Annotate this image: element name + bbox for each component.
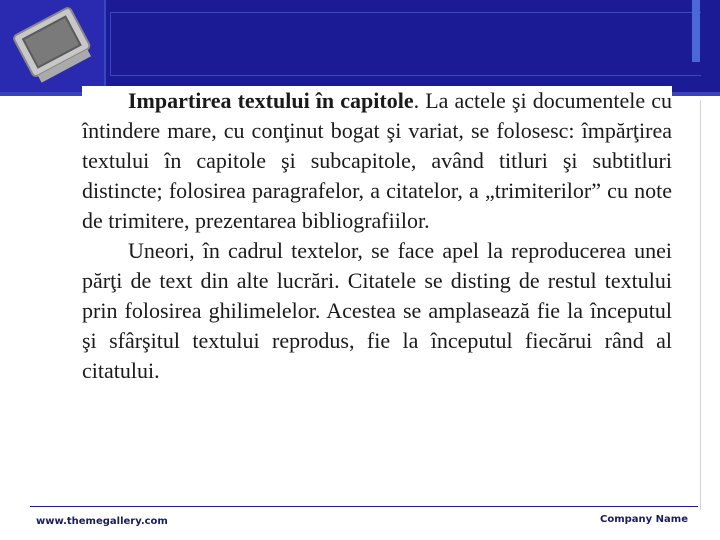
content-border	[700, 100, 701, 510]
paragraph-chapters	[82, 86, 672, 236]
footer-divider	[30, 506, 698, 507]
header-inner-box	[110, 12, 701, 76]
footer-company: Company Name	[600, 514, 688, 525]
slide-content	[82, 86, 672, 386]
logo	[0, 0, 104, 92]
header-separator	[104, 0, 106, 92]
paragraph-body: Uneori, în cadrul textelor, se face apel la reproducerea unei părţi de text din alte lucrări. Citatele se disting de restul textului prin folosirea ghilimelelor. Acestea se amplasează fie la începutul şi sfârşitul textului reprodus, fie la începutul fiecărui rând al citatului.	[82, 238, 672, 383]
paragraph-title: Impartirea textului în capitole	[128, 88, 414, 113]
paragraph-quotes	[82, 236, 672, 386]
header-accent-bar	[692, 0, 700, 62]
computer-monitor-icon	[0, 0, 104, 92]
paragraph-body: . La actele şi documentele cu întindere mare, cu conţinut bogat şi variat, se folosesc: împărţirea textului în capitole şi subcapitole, având titluri şi subtitluri distincte; folosirea paragrafelor, a citatelor, a „trimiterilor” cu note de trimitere, prezentarea bibliografiilor.	[82, 88, 672, 233]
footer-website: www.themegallery.com	[36, 516, 168, 527]
